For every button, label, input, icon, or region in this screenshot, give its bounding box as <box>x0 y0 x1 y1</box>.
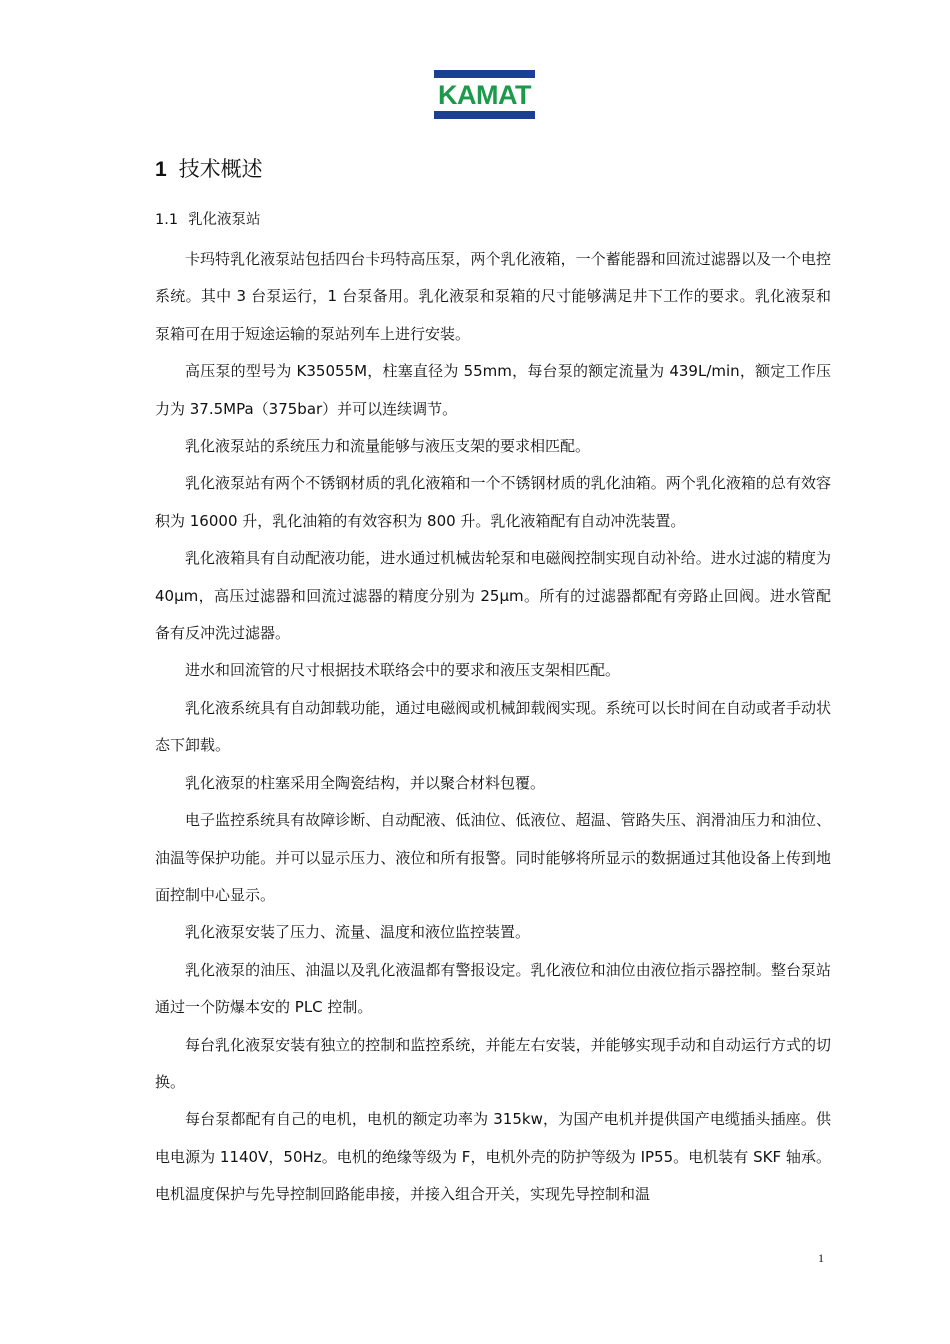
section-heading <box>155 152 263 187</box>
paragraph: 乳化液箱具有自动配液功能，进水通过机械齿轮泵和电磁阀控制实现自动补给。进水过滤的精度为 40μm，高压过滤器和回流过滤器的精度分别为 25μm。所有的过滤器都配有旁路止回阀。进水管配备有反冲洗过滤器。 <box>155 549 831 643</box>
logo-bottom-bar <box>434 111 535 119</box>
paragraph: 每台乳化液泵安装有独立的控制和监控系统，并能左右安装，并能够实现手动和自动运行方式的切换。 <box>155 1035 831 1091</box>
logo-top-bar <box>434 70 535 78</box>
paragraph: 乳化液泵安装了压力、流量、温度和液位监控装置。 <box>185 923 531 942</box>
subsection-title: 乳化液泵站 <box>188 212 261 228</box>
paragraph: 乳化液泵的柱塞采用全陶瓷结构，并以聚合材料包覆。 <box>185 773 546 792</box>
section-number: 1 <box>155 158 167 181</box>
kamat-logo <box>434 70 535 119</box>
paragraph: 每台泵都配有自己的电机，电机的额定功率为 315kw，为国产电机并提供国产电缆插头插座。供电电源为 1140V，50Hz。电机的绝缘等级为 F，电机外壳的防护等级为 IP55。电机装有 SKF 轴承。电机温度保护与先导控制回路能串接，并接入组合开关，实现先导控制和温 <box>155 1110 831 1204</box>
section-title: 技术概述 <box>178 157 263 181</box>
subsection-number: 1.1 <box>155 212 179 228</box>
logo-text: KAMAT <box>438 80 531 110</box>
paragraph: 卡玛特乳化液泵站包括四台卡玛特高压泵，两个乳化液箱，一个蓄能器和回流过滤器以及一个电控系统。其中 3 台泵运行，1 台泵备用。乳化液泵和泵箱的尺寸能够满足井下工作的要求。乳化液泵和泵箱可在用于短途运输的泵站列车上进行安装。 <box>155 250 831 343</box>
paragraph: 乳化液系统具有自动卸载功能，通过电磁阀或机械卸载阀实现。系统可以长时间在自动或者手动状态下卸载。 <box>155 698 831 755</box>
subsection-heading <box>155 208 261 232</box>
paragraph: 乳化液泵站有两个不锈钢材质的乳化液箱和一个不锈钢材质的乳化油箱。两个乳化液箱的总有效容积为 16000 升，乳化油箱的有效容积为 800 升。乳化液箱配有自动冲洗装置。 <box>155 474 831 530</box>
body-text <box>155 241 831 1214</box>
paragraph: 乳化液泵的油压、油温以及乳化液温都有警报设定。乳化液位和油位由液位指示器控制。整台泵站通过一个防爆本安的 PLC 控制。 <box>155 960 831 1017</box>
paragraph: 进水和回流管的尺寸根据技术联络会中的要求和液压支架相匹配。 <box>185 661 621 680</box>
paragraph: 乳化液泵站的系统压力和流量能够与液压支架的要求相匹配。 <box>185 437 591 456</box>
page-number: 1 <box>818 1251 824 1265</box>
paragraph: 高压泵的型号为 K35055M，柱塞直径为 55mm，每台泵的额定流量为 439L/min，额定工作压力为 37.5MPa（375bar）并可以连续调节。 <box>155 362 831 418</box>
paragraph: 电子监控系统具有故障诊断、自动配液、低油位、低液位、超温、管路失压、润滑油压力和油位、油温等保护功能。并可以显示压力、液位和所有报警。同时能够将所显示的数据通过其他设备上传到地面控制中心显示。 <box>155 811 831 904</box>
